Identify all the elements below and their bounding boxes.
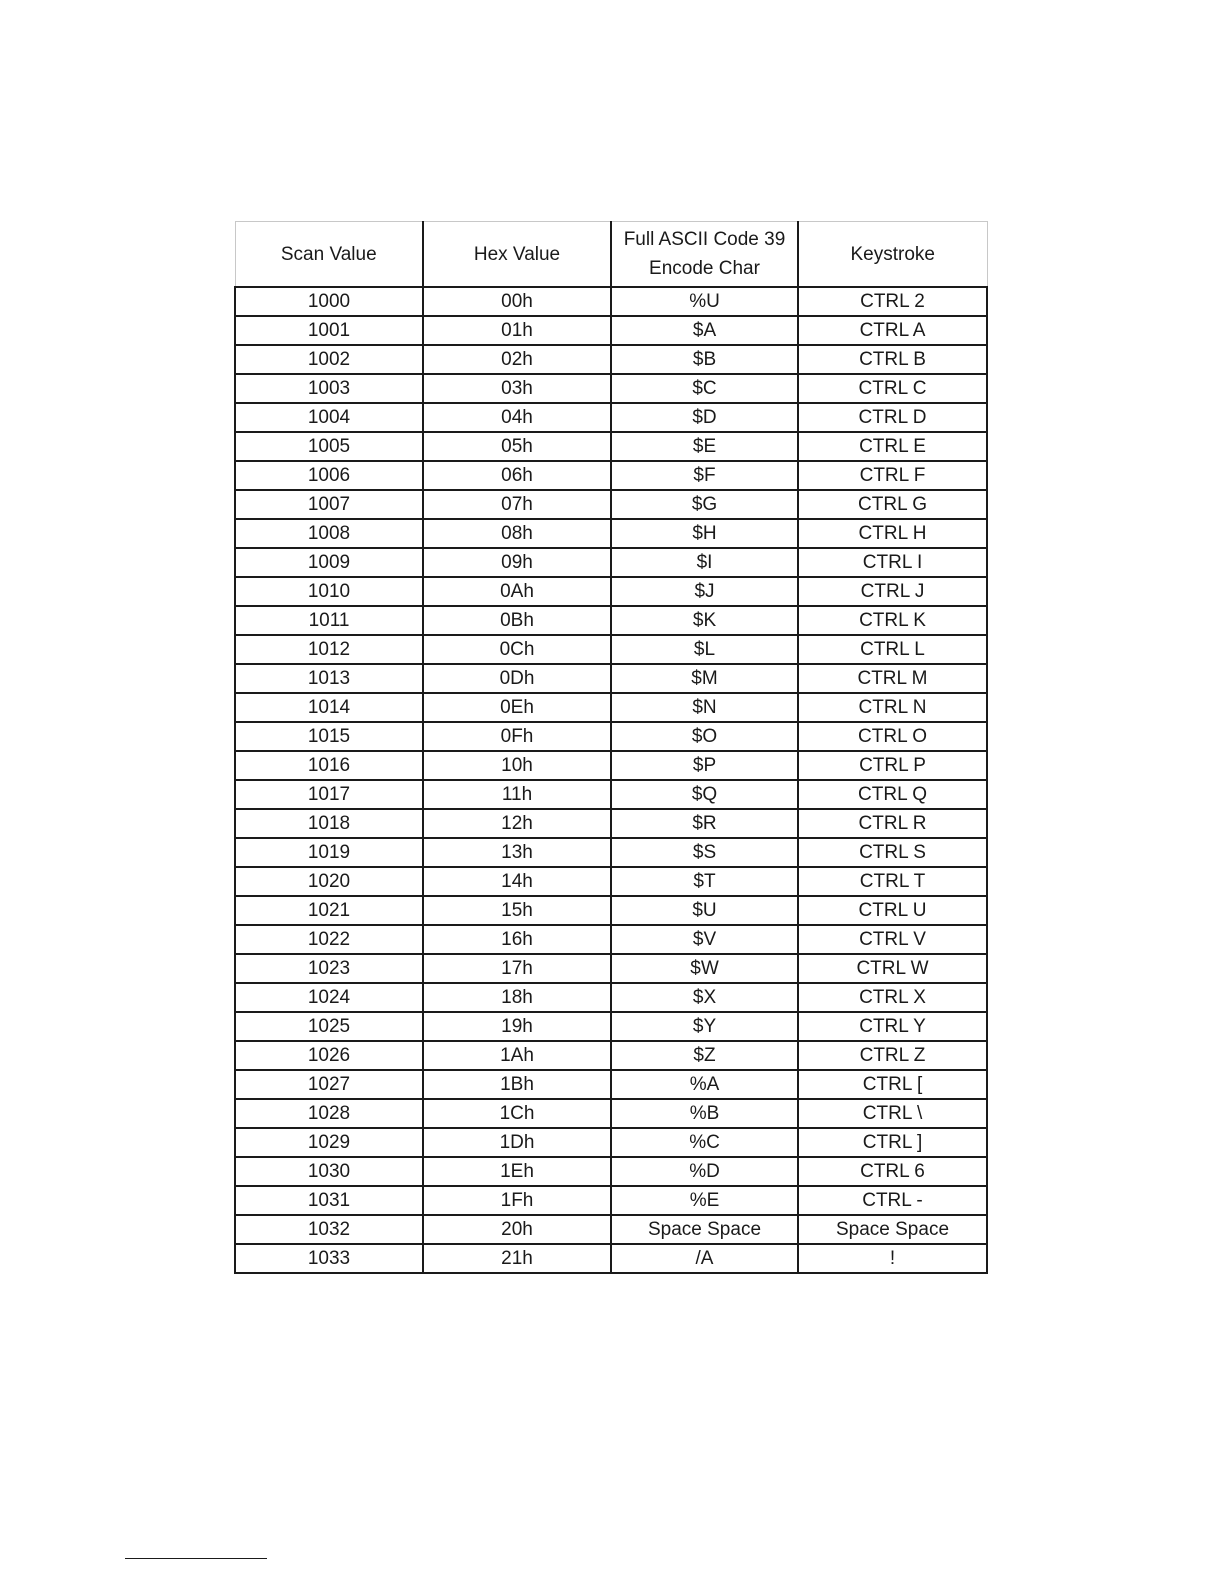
encode-char-cell: $C	[611, 374, 798, 403]
table-row	[235, 1157, 987, 1186]
hex-value-cell: 0Ch	[423, 635, 611, 664]
encode-char-cell: $Q	[611, 780, 798, 809]
hex-value-cell: 1Ch	[423, 1099, 611, 1128]
ascii-code39-table	[234, 221, 988, 1274]
hex-value-cell: 08h	[423, 519, 611, 548]
table-row	[235, 287, 987, 316]
scan-value-cell: 1011	[235, 606, 423, 635]
hex-value-cell: 17h	[423, 954, 611, 983]
scan-value-cell: 1018	[235, 809, 423, 838]
encode-char-cell: $G	[611, 490, 798, 519]
keystroke-cell: CTRL C	[798, 374, 987, 403]
encode-char-cell: %U	[611, 287, 798, 316]
encode-char-cell: $S	[611, 838, 798, 867]
scan-value-cell: 1010	[235, 577, 423, 606]
table-row	[235, 316, 987, 345]
keystroke-cell: CTRL E	[798, 432, 987, 461]
encode-char-cell: $A	[611, 316, 798, 345]
table-row	[235, 374, 987, 403]
keystroke-cell: CTRL 6	[798, 1157, 987, 1186]
hex-value-cell: 03h	[423, 374, 611, 403]
keystroke-cell: CTRL I	[798, 548, 987, 577]
hex-value-cell: 0Bh	[423, 606, 611, 635]
encode-char-cell: %E	[611, 1186, 798, 1215]
table-row	[235, 780, 987, 809]
keystroke-cell: CTRL L	[798, 635, 987, 664]
table-row	[235, 490, 987, 519]
scan-value-cell: 1027	[235, 1070, 423, 1099]
table-row	[235, 838, 987, 867]
keystroke-cell: CTRL F	[798, 461, 987, 490]
table-row	[235, 867, 987, 896]
encode-char-cell: $T	[611, 867, 798, 896]
scan-value-cell: 1033	[235, 1244, 423, 1273]
scan-value-cell: 1025	[235, 1012, 423, 1041]
hex-value-cell: 04h	[423, 403, 611, 432]
encode-char-cell: $H	[611, 519, 798, 548]
encode-char-cell: $B	[611, 345, 798, 374]
scan-value-cell: 1000	[235, 287, 423, 316]
keystroke-cell: CTRL D	[798, 403, 987, 432]
hex-value-cell: 18h	[423, 983, 611, 1012]
keystroke-cell: CTRL Q	[798, 780, 987, 809]
encode-char-cell: $N	[611, 693, 798, 722]
table-row	[235, 1186, 987, 1215]
keystroke-cell: CTRL Z	[798, 1041, 987, 1070]
table-row	[235, 1244, 987, 1273]
encode-char-cell: $P	[611, 751, 798, 780]
table-row	[235, 1128, 987, 1157]
encode-char-cell: %C	[611, 1128, 798, 1157]
scan-value-cell: 1029	[235, 1128, 423, 1157]
keystroke-cell: CTRL R	[798, 809, 987, 838]
scan-value-cell: 1001	[235, 316, 423, 345]
table-row	[235, 693, 987, 722]
scan-value-cell: 1030	[235, 1157, 423, 1186]
keystroke-cell: CTRL M	[798, 664, 987, 693]
scan-value-cell: 1002	[235, 345, 423, 374]
hex-value-cell: 1Bh	[423, 1070, 611, 1099]
table-row	[235, 954, 987, 983]
scan-value-cell: 1003	[235, 374, 423, 403]
encode-char-cell: %B	[611, 1099, 798, 1128]
table-row	[235, 1012, 987, 1041]
encode-char-cell: %D	[611, 1157, 798, 1186]
encode-char-cell: $M	[611, 664, 798, 693]
table-row	[235, 635, 987, 664]
table-row	[235, 925, 987, 954]
encode-char-cell: $E	[611, 432, 798, 461]
table-row	[235, 519, 987, 548]
table-row	[235, 751, 987, 780]
table-row	[235, 432, 987, 461]
scan-value-cell: 1012	[235, 635, 423, 664]
table-row	[235, 461, 987, 490]
scan-value-cell: 1007	[235, 490, 423, 519]
table-header-row	[235, 222, 987, 288]
hex-value-cell: 0Eh	[423, 693, 611, 722]
footnote-separator	[125, 1558, 267, 1559]
hex-value-cell: 21h	[423, 1244, 611, 1273]
keystroke-cell: CTRL W	[798, 954, 987, 983]
encode-char-cell: $U	[611, 896, 798, 925]
encode-char-cell: $Y	[611, 1012, 798, 1041]
hex-value-cell: 12h	[423, 809, 611, 838]
encode-char-cell: $W	[611, 954, 798, 983]
encode-char-cell: $R	[611, 809, 798, 838]
keystroke-cell: CTRL O	[798, 722, 987, 751]
encode-char-cell: $D	[611, 403, 798, 432]
scan-value-cell: 1013	[235, 664, 423, 693]
encode-char-cell: /A	[611, 1244, 798, 1273]
hex-value-cell: 14h	[423, 867, 611, 896]
keystroke-cell: CTRL U	[798, 896, 987, 925]
keystroke-cell: CTRL K	[798, 606, 987, 635]
encode-char-cell: $F	[611, 461, 798, 490]
table-row	[235, 1070, 987, 1099]
header-encode-char-line2: Encode Char	[649, 258, 760, 279]
keystroke-cell: CTRL A	[798, 316, 987, 345]
keystroke-cell: CTRL [	[798, 1070, 987, 1099]
table-row	[235, 896, 987, 925]
encode-char-cell: $K	[611, 606, 798, 635]
hex-value-cell: 16h	[423, 925, 611, 954]
hex-value-cell: 13h	[423, 838, 611, 867]
scan-value-cell: 1026	[235, 1041, 423, 1070]
table-row	[235, 1099, 987, 1128]
table-row	[235, 606, 987, 635]
hex-value-cell: 02h	[423, 345, 611, 374]
scan-value-cell: 1022	[235, 925, 423, 954]
scan-value-cell: 1028	[235, 1099, 423, 1128]
keystroke-cell: CTRL H	[798, 519, 987, 548]
hex-value-cell: 07h	[423, 490, 611, 519]
keystroke-cell: CTRL S	[798, 838, 987, 867]
scan-value-cell: 1032	[235, 1215, 423, 1244]
encode-char-cell: $I	[611, 548, 798, 577]
hex-value-cell: 06h	[423, 461, 611, 490]
keystroke-cell: Space Space	[798, 1215, 987, 1244]
scan-value-cell: 1017	[235, 780, 423, 809]
scan-value-cell: 1014	[235, 693, 423, 722]
keystroke-cell: CTRL 2	[798, 287, 987, 316]
scan-value-cell: 1008	[235, 519, 423, 548]
keystroke-cell: CTRL X	[798, 983, 987, 1012]
scan-value-cell: 1019	[235, 838, 423, 867]
hex-value-cell: 11h	[423, 780, 611, 809]
table-row	[235, 809, 987, 838]
table-row	[235, 664, 987, 693]
scan-value-cell: 1021	[235, 896, 423, 925]
hex-value-cell: 1Dh	[423, 1128, 611, 1157]
keystroke-cell: !	[798, 1244, 987, 1273]
encode-char-cell: $O	[611, 722, 798, 751]
scan-value-cell: 1020	[235, 867, 423, 896]
keystroke-cell: CTRL T	[798, 867, 987, 896]
hex-value-cell: 1Eh	[423, 1157, 611, 1186]
keystroke-cell: CTRL N	[798, 693, 987, 722]
hex-value-cell: 0Fh	[423, 722, 611, 751]
hex-value-cell: 0Ah	[423, 577, 611, 606]
scan-value-cell: 1015	[235, 722, 423, 751]
keystroke-cell: CTRL G	[798, 490, 987, 519]
keystroke-cell: CTRL V	[798, 925, 987, 954]
hex-value-cell: 10h	[423, 751, 611, 780]
scan-value-cell: 1031	[235, 1186, 423, 1215]
hex-value-cell: 1Ah	[423, 1041, 611, 1070]
table-row	[235, 722, 987, 751]
header-encode-char	[611, 222, 798, 288]
encode-char-cell: $Z	[611, 1041, 798, 1070]
table-row	[235, 548, 987, 577]
table-row	[235, 983, 987, 1012]
header-hex-value: Hex Value	[423, 222, 611, 288]
keystroke-cell: CTRL B	[798, 345, 987, 374]
header-encode-char-line1: Full ASCII Code 39	[623, 229, 786, 250]
hex-value-cell: 19h	[423, 1012, 611, 1041]
keystroke-cell: CTRL ]	[798, 1128, 987, 1157]
hex-value-cell: 01h	[423, 316, 611, 345]
encode-char-cell: $V	[611, 925, 798, 954]
hex-value-cell: 05h	[423, 432, 611, 461]
table-row	[235, 577, 987, 606]
encode-char-cell: Space Space	[611, 1215, 798, 1244]
encode-char-cell: %A	[611, 1070, 798, 1099]
keystroke-cell: CTRL Y	[798, 1012, 987, 1041]
keystroke-cell: CTRL \	[798, 1099, 987, 1128]
hex-value-cell: 1Fh	[423, 1186, 611, 1215]
table-row	[235, 1041, 987, 1070]
scan-value-cell: 1009	[235, 548, 423, 577]
table-row	[235, 1215, 987, 1244]
hex-value-cell: 20h	[423, 1215, 611, 1244]
hex-value-cell: 09h	[423, 548, 611, 577]
scan-value-cell: 1005	[235, 432, 423, 461]
keystroke-cell: CTRL -	[798, 1186, 987, 1215]
hex-value-cell: 00h	[423, 287, 611, 316]
hex-value-cell: 0Dh	[423, 664, 611, 693]
scan-value-cell: 1004	[235, 403, 423, 432]
table-body	[235, 287, 987, 1273]
scan-value-cell: 1024	[235, 983, 423, 1012]
scan-value-cell: 1006	[235, 461, 423, 490]
keystroke-cell: CTRL P	[798, 751, 987, 780]
encode-char-cell: $L	[611, 635, 798, 664]
header-keystroke: Keystroke	[798, 222, 987, 288]
table-row	[235, 403, 987, 432]
header-scan-value: Scan Value	[235, 222, 423, 288]
hex-value-cell: 15h	[423, 896, 611, 925]
scan-value-cell: 1016	[235, 751, 423, 780]
keystroke-cell: CTRL J	[798, 577, 987, 606]
scan-value-cell: 1023	[235, 954, 423, 983]
encode-char-cell: $J	[611, 577, 798, 606]
encode-char-cell: $X	[611, 983, 798, 1012]
table-row	[235, 345, 987, 374]
